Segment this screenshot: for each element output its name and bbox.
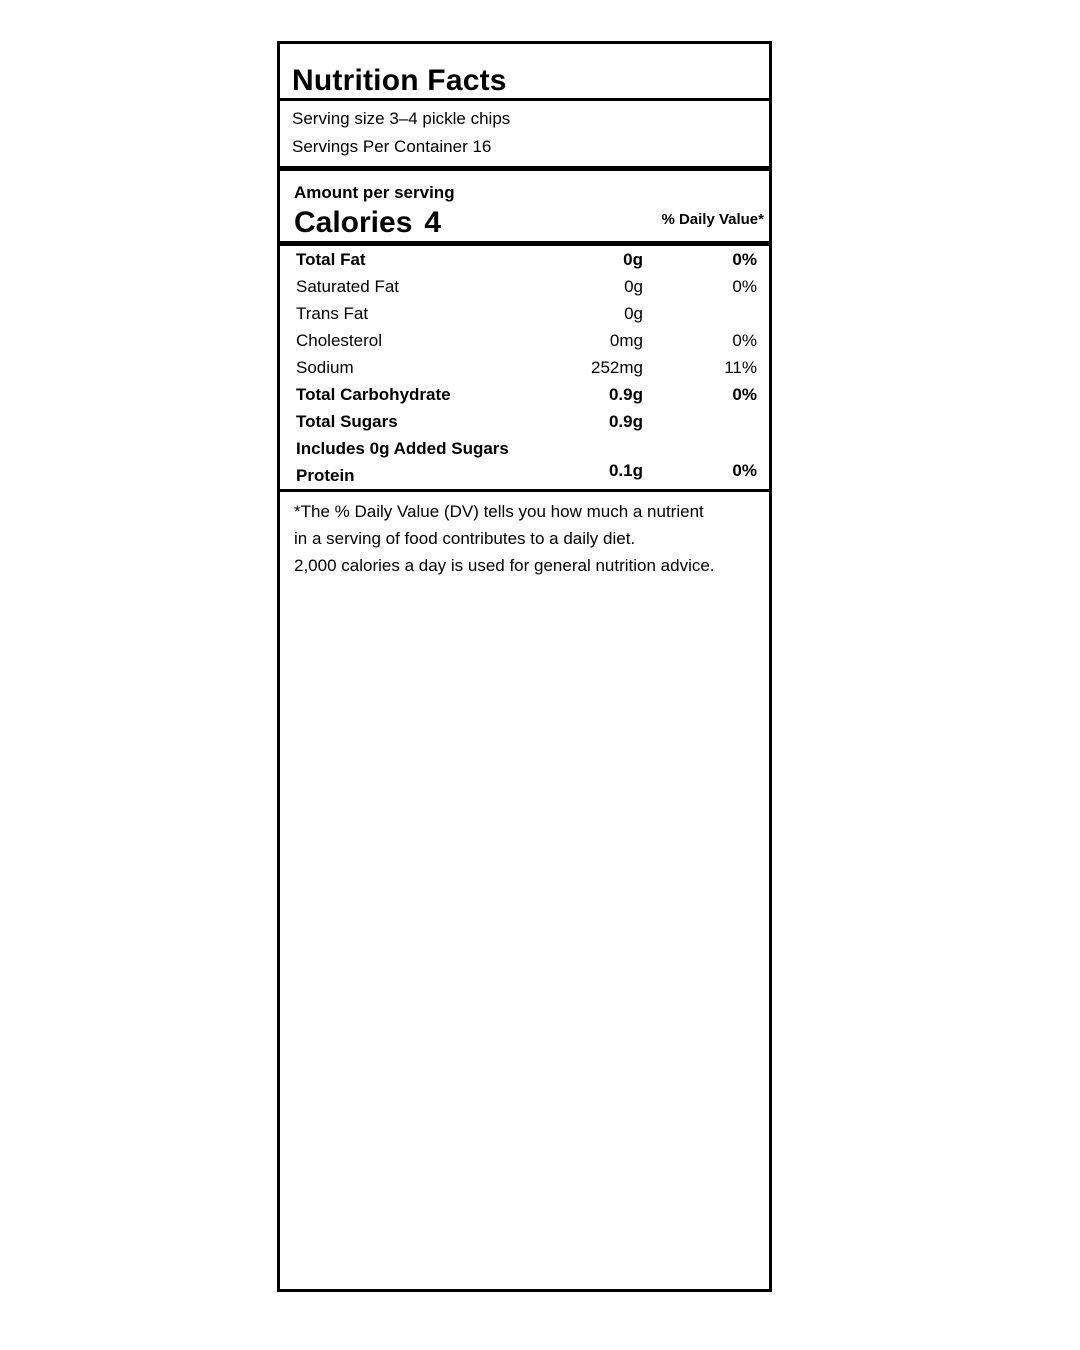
nutrient-dv	[643, 408, 757, 435]
nutrient-label: Protein	[296, 466, 355, 485]
nutrient-row-total-fat	[280, 246, 769, 273]
daily-value-header: % Daily Value*	[661, 211, 764, 228]
nutrition-facts-label	[277, 41, 772, 1292]
nutrient-dv: 0%	[732, 250, 757, 269]
title-section	[280, 44, 769, 101]
nutrients-section	[280, 246, 769, 492]
nutrient-row-saturated-fat	[280, 273, 769, 300]
amount-per-serving-heading: Amount per serving	[294, 183, 455, 202]
servings-per-container-text: Servings Per Container 16	[292, 137, 492, 156]
serving-size-text: Serving size 3–4 pickle chips	[292, 109, 511, 128]
calories-label: Calories	[294, 206, 413, 239]
nutrient-row-cholesterol	[280, 327, 769, 354]
calories-value: 4	[424, 206, 442, 239]
nutrient-label: Total Carbohydrate	[296, 385, 451, 404]
nutrient-label: Cholesterol	[296, 331, 382, 350]
nutrient-row-trans-fat	[280, 300, 769, 327]
nutrient-amount: 252mg	[591, 358, 643, 377]
nutrient-row-total-carbohydrate	[280, 381, 769, 408]
nutrient-dv: 0%	[732, 385, 757, 404]
nutrient-amount: 0.1g	[608, 461, 643, 480]
nutrient-row-total-sugars	[280, 408, 769, 435]
nutrient-amount: 0g	[624, 277, 643, 296]
nutrient-dv: 0%	[732, 331, 757, 350]
nutrient-amount: 0.9g	[608, 385, 643, 404]
nutrient-dv: 11%	[724, 358, 757, 377]
serving-section	[280, 101, 769, 171]
nutrient-label: Saturated Fat	[296, 277, 400, 296]
nutrient-label: Total Sugars	[296, 412, 398, 431]
nutrient-amount: 0g	[623, 250, 643, 269]
nutrient-row-sodium	[280, 354, 769, 381]
nutrient-label: Total Fat	[296, 250, 366, 269]
label-title: Nutrition Facts	[292, 64, 507, 97]
nutrient-amount: 0mg	[609, 331, 643, 350]
nutrient-dv	[643, 300, 757, 327]
footnote-line-3: 2,000 calories a day is used for general nutrition advice.	[294, 556, 715, 575]
footnote-section	[280, 492, 769, 1289]
nutrient-label: Includes 0g Added Sugars	[296, 439, 509, 458]
nutrient-label: Trans Fat	[296, 304, 369, 323]
nutrient-dv: 0%	[732, 461, 757, 480]
nutrient-amount: 0g	[624, 304, 643, 323]
footnote-line-2: in a serving of food contributes to a daily diet.	[294, 529, 636, 548]
nutrient-dv: 0%	[732, 277, 757, 296]
nutrient-label: Sodium	[296, 358, 354, 377]
nutrient-row-protein	[280, 462, 769, 489]
footnote-line-1: *The % Daily Value (DV) tells you how much a nutrient	[294, 502, 704, 521]
calories-section	[280, 171, 769, 246]
nutrient-amount: 0.9g	[608, 412, 643, 431]
